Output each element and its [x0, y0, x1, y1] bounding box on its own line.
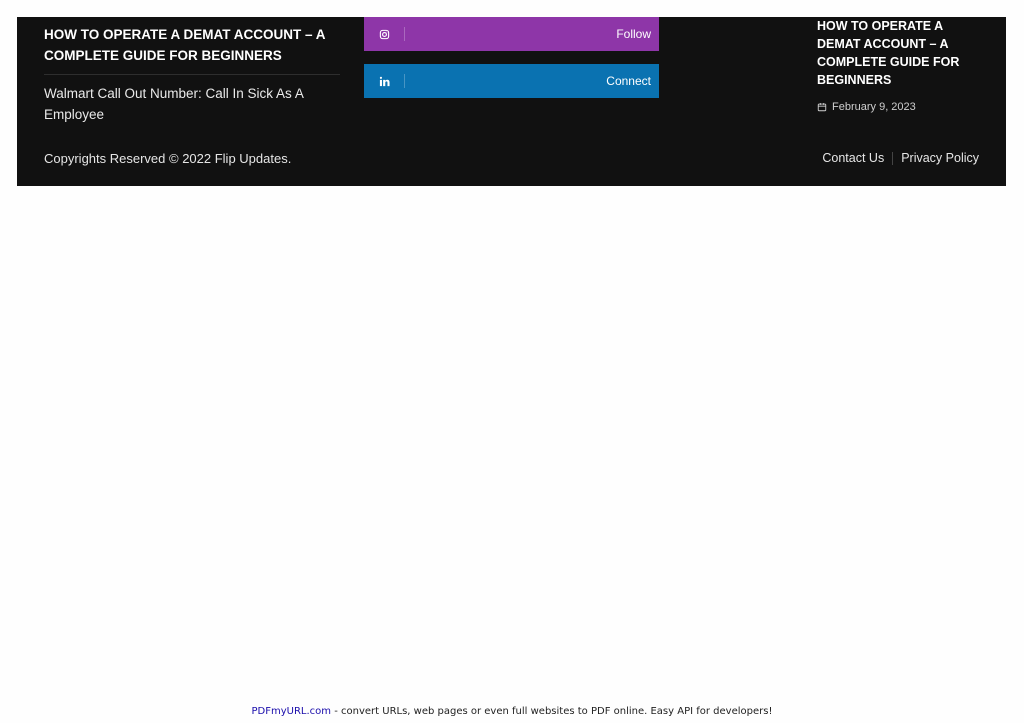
pdf-conversion-note	[0, 706, 1024, 717]
footer-links	[822, 151, 979, 165]
post-divider	[44, 74, 340, 75]
linkedin-connect-button[interactable]	[364, 64, 659, 98]
pdfmyurl-link[interactable]: PDFmyURL.com	[251, 706, 332, 717]
privacy-policy-link[interactable]: Privacy Policy	[901, 151, 979, 165]
social-separator	[404, 27, 405, 41]
calendar-icon	[817, 102, 827, 112]
site-footer	[17, 17, 1006, 186]
contact-us-link[interactable]: Contact Us	[822, 151, 885, 165]
featured-post-date	[817, 101, 916, 113]
link-separator	[892, 152, 893, 165]
linkedin-connect-label: Connect	[606, 74, 651, 88]
pdf-note-text: - convert URLs, web pages or even full websites to PDF online. Easy API for developers!	[331, 706, 773, 717]
social-separator	[404, 74, 405, 88]
linkedin-icon	[364, 64, 404, 98]
recent-post-link[interactable]: Walmart Call Out Number: Call In Sick As A Employee	[44, 86, 304, 122]
copyright-text: Copyrights Reserved © 2022 Flip Updates.	[44, 151, 292, 166]
featured-post-date-text: February 9, 2023	[832, 101, 916, 113]
instagram-icon	[364, 17, 404, 51]
featured-post-title[interactable]: HOW TO OPERATE A DEMAT ACCOUNT – A COMPLETE GUIDE FOR BEGINNERS	[817, 19, 960, 87]
instagram-follow-button[interactable]	[364, 17, 659, 51]
instagram-follow-label: Follow	[616, 27, 651, 41]
recent-post-link[interactable]: HOW TO OPERATE A DEMAT ACCOUNT – A COMPLETE GUIDE FOR BEGINNERS	[44, 27, 325, 63]
